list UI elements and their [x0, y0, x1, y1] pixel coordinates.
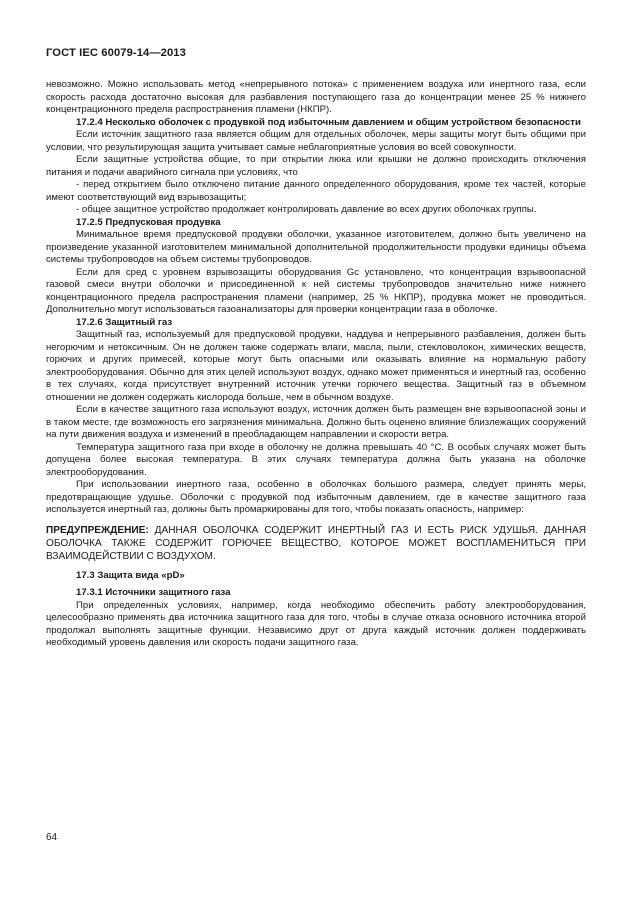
section-heading: 17.3.1 Источники защитного газа: [76, 587, 231, 598]
warning-block: [46, 524, 586, 563]
paragraph: Температура защитного газа при входе в оболочку не должна превышать 40 °С. В особых случаях может быть допущена более высокая температура. В этих случаях температура должна быть указана на оболочке электрооборудования.: [46, 441, 586, 478]
warning-label: ПРЕДУПРЕЖДЕНИЕ:: [46, 524, 149, 536]
page-number: 64: [46, 832, 58, 843]
list-item: - общее защитное устройство продолжает контролировать давление во всех других оболочках группы.: [76, 204, 537, 215]
paragraph: Защитный газ, используемый для предпусковой продувки, наддува и непрерывного разбавления, должен быть негорючим и нетоксичным. Он не должен также содержать влаги, масла, пыли, стекловолокон, химических веществ, горючих и других примесей, которые могут быть опасными или оказывать влияние на нормальную работу электрооборудования. Обычно для этих целей используют воздух, однако может применяться и инертный газ, особенно в тех случаях, когда присутствует внутренний источник утечки горючего вещества. Защитный газ в объемном отношении не должен содержать кислорода больше, чем в обычном воздухе.: [46, 329, 586, 403]
section-heading: 17.2.4 Несколько оболочек с продувкой под избыточным давлением и общим устройством безопасности: [76, 116, 581, 128]
section-heading: 17.2.5 Предпусковая продувка: [76, 216, 221, 228]
document-body: [46, 79, 586, 650]
paragraph: Минимальное время предпусковой продувки оболочки, указанное изготовителем, должно быть увеличено на произведение указанной изготовителем минимальной дополнительной продолжительности продувки единицы объема системы трубопроводов на объем системы трубопроводов.: [46, 229, 586, 265]
warning-text: ДАННАЯ ОБОЛОЧКА СОДЕРЖИТ ИНЕРТНЫЙ ГАЗ И ЕСТЬ РИСК УДУШЬЯ. ДАННАЯ ОБОЛОЧКА ТАКЖЕ СОДЕРЖИТ ГОРЮЧЕЕ ВЕЩЕСТВО, КОТОРОЕ МОЖЕТ ВОСПЛАМЕНИТЬСЯ ПРИ ВЗАИМОДЕЙСТВИИ С ВОЗДУХОМ.: [46, 524, 586, 562]
section-heading: 17.3 Защита вида «pD»: [76, 569, 185, 581]
paragraph: При определенных условиях, например, когда необходимо обеспечить работу электрооборудования, целесообразно применять два источника защитного газа для того, чтобы в случае отказа основного источника второй продолжал выполнять защитные функции. Независимо друг от друга каждый источник должен поддерживать необходимый уровень давления или скорость подачи защитного газа.: [46, 599, 586, 648]
paragraph: Если для сред с уровнем взрывозащиты оборудования Gc установлено, что концентрация взрывоопасной газовой смеси внутри оболочки и присоединенной к ней системы трубопроводов значительно ниже нижнего концентрационного предела распространения пламени (например, 25 % НКПР), продувка может не проводиться. Дополнительно могут использоваться газоанализаторы для проверки концентрации газа в оболочке.: [46, 266, 586, 315]
paragraph: Если в качестве защитного газа используют воздух, источник должен быть размещен вне взрывоопасной зоны и в таком месте, где возможность его загрязнения минимальна. Должно быть оценено влияние близлежащих сооружений на пути движения воздуха и изменений в преобладающем направлении и скорости ветра.: [46, 404, 586, 440]
section-heading: 17.2.6 Защитный газ: [76, 316, 173, 328]
paragraph: Если источник защитного газа является общим для отдельных оболочек, меры защиты могут быть общими при условии, что результирующая защита учитывает самые неблагоприятные условия во всей совокупности.: [46, 129, 586, 153]
paragraph: Если защитные устройства общие, то при открытии люка или крышки не должно происходить отключения питания и подачи аварийного сигнала при условиях, что: [46, 154, 586, 178]
list-item: - перед открытием было отключено питание данного определенного оборудования, кроме тех частей, которые имеют соответствующий вид взрывозащиты;: [46, 179, 586, 203]
paragraph: При использовании инертного газа, особенно в оболочках большого размера, следует принять меры, предотвращающие удушье. Оболочки с продувкой под избыточным давлением, где в качестве защитного газа используется инертный газ, должны быть промаркированы для того, чтобы показать опасность, например:: [46, 479, 586, 515]
paragraph: невозможно. Можно использовать метод «непрерывного потока» с применением воздуха или инертного газа, если скорость расхода достаточно высокая для разбавления поступающего газа до концентрации менее 25 % нижнего концентрационного предела распространения пламени (НКПР).: [46, 79, 586, 115]
document-header: ГОСТ IEC 60079-14—2013: [46, 47, 186, 59]
